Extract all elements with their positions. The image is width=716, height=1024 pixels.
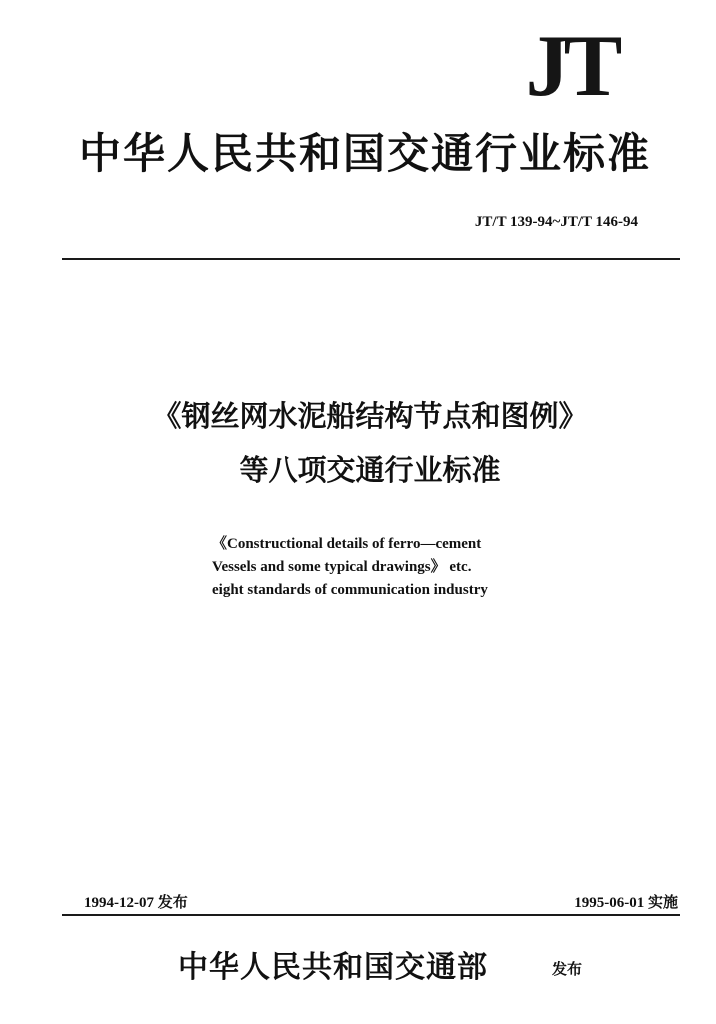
standard-series-title: 中华人民共和国交通行业标准 [78,129,651,178]
bottom-divider [62,914,680,916]
english-title-line-1: 《Constructional details of ferro—cement [212,536,482,552]
publisher-name: 中华人民共和国交通部 [178,950,488,985]
english-title-line-3: eight standards of communication industry [212,582,488,598]
english-title-line-2: Vessels and some typical drawings》 etc. [212,559,472,575]
issue-date: 1994-12-07 发布 [84,895,188,911]
publish-label: 发布 [552,960,583,978]
standard-code: JT/T 139-94~JT/T 146-94 [474,214,638,230]
document-title-line-2: 等八项交通行业标准 [239,453,501,487]
document-title-line-1: 《钢丝网水泥船结构节点和图例》 [152,399,588,433]
top-divider [62,258,680,260]
implementation-date: 1995-06-01 实施 [574,895,678,911]
jt-logo: JT [525,18,617,115]
